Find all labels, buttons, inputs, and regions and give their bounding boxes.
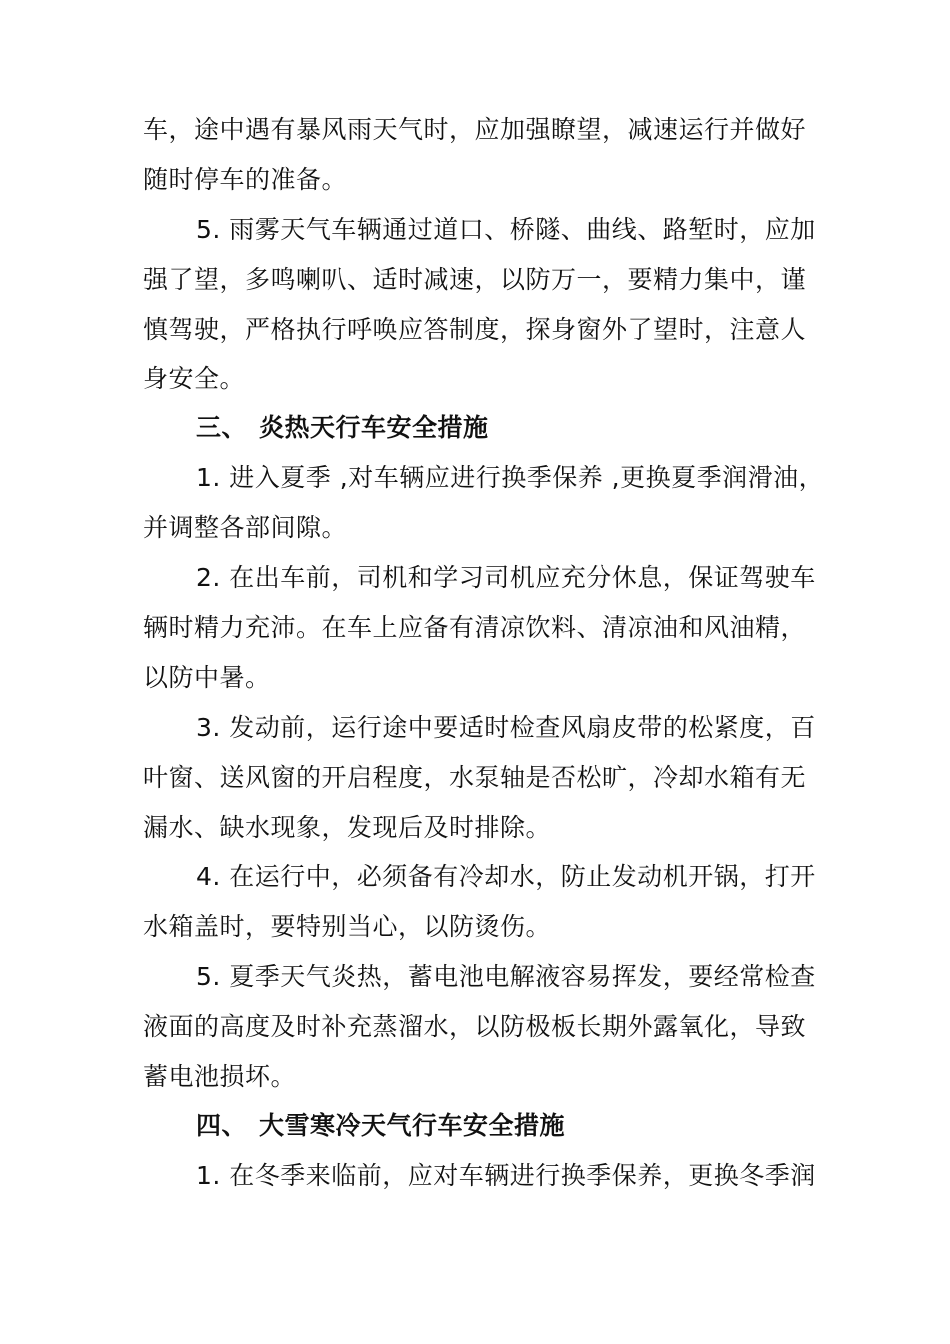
section-title: 炎热天行车安全措施 bbox=[259, 413, 489, 442]
section-number: 三、 bbox=[196, 413, 248, 442]
body-line: 车，途中遇有暴风雨天气时，应加强瞭望，减速运行并做好 bbox=[143, 115, 807, 144]
body-line: 漏水、缺水现象，发现后及时排除。 bbox=[143, 813, 552, 842]
list-item-first-line: 1. 在冬季来临前，应对车辆进行换季保养，更换冬季润 bbox=[196, 1161, 816, 1190]
list-item-first-line: 3. 发动前，运行途中要适时检查风扇皮带的松紧度，百 bbox=[196, 713, 816, 742]
body-line: 并调整各部间隙。 bbox=[143, 513, 348, 542]
body-line: 辆时精力充沛。在车上应备有清凉饮料、清凉油和风油精， bbox=[143, 613, 807, 642]
body-line: 慎驾驶，严格执行呼唤应答制度，探身窗外了望时，注意人 bbox=[143, 315, 807, 344]
body-line: 蓄电池损坏。 bbox=[143, 1062, 297, 1091]
section-heading bbox=[196, 412, 876, 444]
body-line: 以防中暑。 bbox=[143, 663, 271, 692]
list-item-first-line: 5. 夏季天气炎热，蓄电池电解液容易挥发，要经常检查 bbox=[196, 962, 816, 991]
section-number: 四、 bbox=[196, 1111, 248, 1140]
section-heading bbox=[196, 1110, 876, 1142]
body-line: 液面的高度及时补充蒸溜水，以防极板长期外露氧化，导致 bbox=[143, 1012, 807, 1041]
list-item-first-line: 2. 在出车前，司机和学习司机应充分休息，保证驾驶车 bbox=[196, 563, 816, 592]
list-item-first-line: 5. 雨雾天气车辆通过道口、桥隧、曲线、路堑时，应加 bbox=[196, 215, 816, 244]
body-line: 水箱盖时，要特别当心，以防烫伤。 bbox=[143, 912, 552, 941]
list-item-first-line: 4. 在运行中，必须备有冷却水，防止发动机开锅，打开 bbox=[196, 862, 816, 891]
body-line: 身安全。 bbox=[143, 364, 246, 393]
list-item-first-line: 1. 进入夏季 ,对车辆应进行换季保养 ,更换夏季润滑油， bbox=[196, 463, 825, 492]
body-line: 叶窗、送风窗的开启程度，水泵轴是否松旷，冷却水箱有无 bbox=[143, 763, 807, 792]
section-title: 大雪寒冷天气行车安全措施 bbox=[259, 1111, 566, 1140]
body-line: 强了望，多鸣喇叭、适时减速，以防万一，要精力集中，谨 bbox=[143, 265, 807, 294]
body-line: 随时停车的准备。 bbox=[143, 165, 348, 194]
